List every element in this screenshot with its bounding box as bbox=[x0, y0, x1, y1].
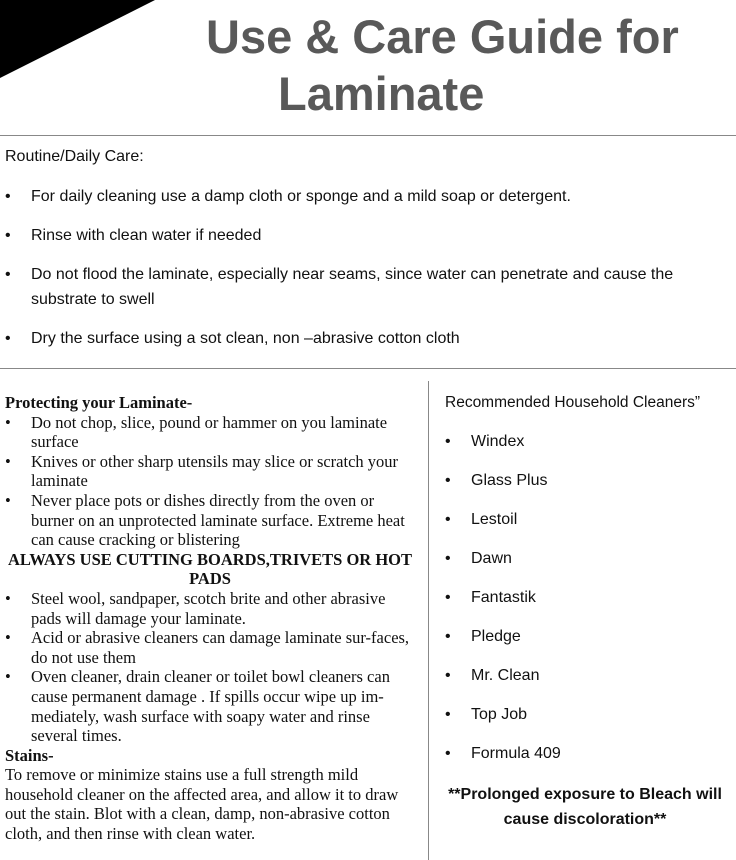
protecting-item: • Acid or abrasive cleaners can damage laminate sur-faces, do not use them bbox=[5, 628, 415, 667]
stains-text: To remove or minimize stains use a full strength mild household cleaner on the affected area, and allow it to draw out the stain. Blot with a clean, damp, non-abrasive cotton cloth, and then rinse with clean water. bbox=[5, 765, 399, 844]
protecting-item: • Knives or other sharp utensils may slice or scratch your laminate bbox=[5, 452, 415, 491]
column-divider bbox=[428, 381, 429, 860]
protecting-list-a bbox=[5, 413, 415, 550]
protecting-heading: Protecting your Laminate- bbox=[5, 393, 193, 412]
protecting-section bbox=[5, 393, 415, 844]
protecting-item: • Oven cleaner, drain cleaner or toilet bowl cleaners can cause permanent damage . If spills occur wipe up im-mediately, wash surface with soapy water and rinse several times. bbox=[5, 667, 415, 745]
title-line-1: Use & Care Guide for bbox=[206, 10, 679, 63]
protecting-list-b bbox=[5, 589, 415, 746]
routine-item: • For daily cleaning use a damp cloth or sponge and a mild soap or detergent. bbox=[0, 184, 736, 209]
protecting-item: • Steel wool, sandpaper, scotch brite and other abrasive pads will damage your laminate. bbox=[5, 589, 415, 628]
routine-heading: Routine/Daily Care: bbox=[5, 148, 144, 165]
cleaner-item: • Formula 409 bbox=[445, 742, 561, 781]
cleaner-item: • Mr. Clean bbox=[445, 664, 561, 703]
cleaner-item: • Lestoil bbox=[445, 508, 561, 547]
stains-heading: Stains- bbox=[5, 745, 54, 765]
cutting-board-notice: ALWAYS USE CUTTING BOARDS,TRIVETS OR HOT PADS bbox=[7, 549, 413, 589]
cleaner-item: • Dawn bbox=[445, 547, 561, 586]
routine-item: • Dry the surface using a sot clean, non –abrasive cotton cloth bbox=[0, 326, 736, 351]
cleaner-item: • Pledge bbox=[445, 625, 561, 664]
protecting-item: • Do not chop, slice, pound or hammer on you laminate surface bbox=[5, 413, 415, 452]
routine-item: • Rinse with clean water if needed bbox=[0, 223, 736, 248]
divider-middle bbox=[0, 368, 736, 369]
page-title bbox=[0, 8, 736, 122]
cleaners-list bbox=[445, 430, 561, 781]
cleaner-item: • Glass Plus bbox=[445, 469, 561, 508]
routine-item: • Do not flood the laminate, especially near seams, since water can penetrate and cause the substrate to swell bbox=[0, 262, 736, 312]
cleaner-item: • Fantastik bbox=[445, 586, 561, 625]
title-line-2: Laminate bbox=[278, 67, 485, 120]
bleach-warning: **Prolonged exposure to Bleach will cause discoloration** bbox=[448, 786, 722, 828]
cleaner-item: • Windex bbox=[445, 430, 561, 469]
routine-list bbox=[0, 184, 736, 365]
divider-top bbox=[0, 135, 736, 136]
protecting-item: • Never place pots or dishes directly from the oven or burner on an unprotected laminate surface. Extreme heat can cause cracking or blistering bbox=[5, 491, 415, 550]
cleaner-item: • Top Job bbox=[445, 703, 561, 742]
cleaners-heading: Recommended Household Cleaners” bbox=[445, 394, 701, 411]
